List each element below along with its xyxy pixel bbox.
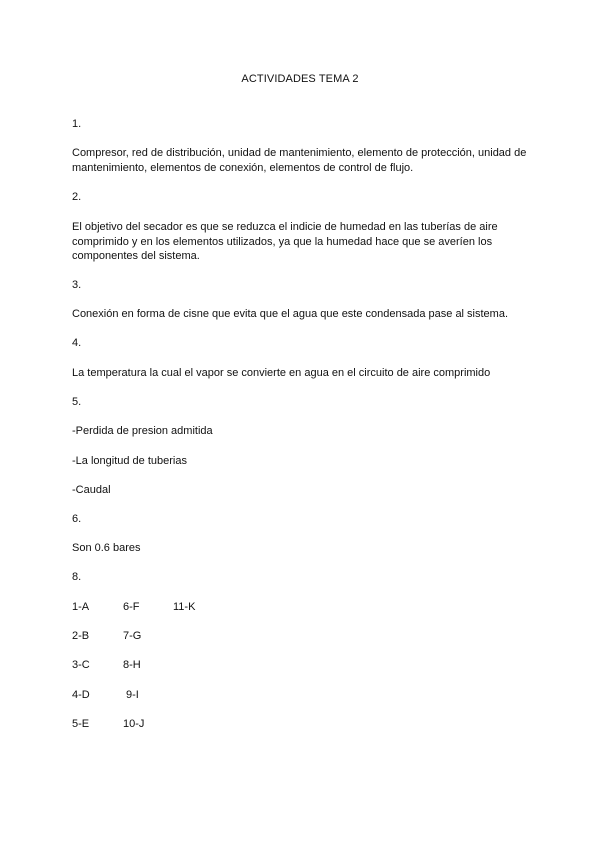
match-pair: 3-C [72,659,90,671]
answer-2: El objetivo del secador es que se reduzca el indicie de humedad en las tuberías de aire comprimido y en los elementos utilizados, ya que la humedad hace que se averíen los componentes del sistema. [72,221,498,263]
question-number-8: 8. [72,571,82,583]
answer-6: Son 0.6 bares [72,542,141,554]
match-pair: 1-A [72,601,90,613]
question-number-1: 1. [72,118,82,130]
question-number-3: 3. [72,279,82,291]
match-row [72,688,372,702]
answer-3: Conexión en forma de cisne que evita que el agua que este condensada pase al sistema. [72,308,509,320]
match-pair: 2-B [72,630,90,642]
match-pair: 4-D [72,689,90,701]
match-pair: 11-K [173,601,196,613]
question-number-4: 4. [72,337,82,349]
answer-1: Compresor, red de distribución, unidad de mantenimiento, elemento de protección, unidad de mantenimiento, elementos de conexión, elementos de control de flujo. [72,147,527,174]
match-pair: 8-H [123,659,141,671]
match-row [72,600,372,614]
answer-5-item: -Caudal [72,484,111,496]
question-number-2: 2. [72,191,82,203]
match-row [72,629,372,643]
question-number-5: 5. [72,396,82,408]
answer-5-item: -Perdida de presion admitida [72,425,213,437]
match-pair: 5-E [72,718,90,730]
match-row [72,658,372,672]
match-pair: 6-F [123,601,140,613]
answer-4: La temperatura la cual el vapor se convierte en agua en el circuito de aire comprimido [72,367,491,379]
match-pair: 9-I [126,689,139,701]
match-pair: 7-G [123,630,142,642]
match-row [72,717,372,731]
match-pair: 10-J [123,718,145,730]
question-number-6: 6. [72,513,82,525]
page-title: ACTIVIDADES TEMA 2 [241,73,359,85]
answer-5-item: -La longitud de tuberias [72,455,187,467]
